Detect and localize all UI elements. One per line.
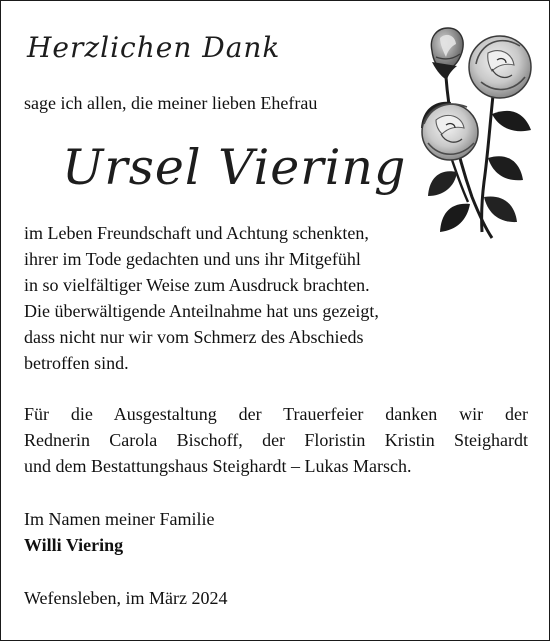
paragraph-2-line-2: Rednerin Carola Bischoff, der Floristin Kristin Steighardt bbox=[24, 430, 528, 450]
roses-icon bbox=[402, 22, 538, 240]
place-date: Wefensleben, im März 2024 bbox=[24, 588, 228, 608]
paragraph-1-line-3: in so vielfältiger Weise zum Ausdruck brachten. bbox=[24, 275, 370, 295]
intro-line: sage ich allen, die meiner lieben Ehefrau bbox=[24, 93, 318, 113]
paragraph-1-line-6: betroffen sind. bbox=[24, 353, 129, 373]
paragraph-1-line-2: ihrer im Tode gedachten und uns ihr Mitgefühl bbox=[24, 249, 361, 269]
family-line: Im Namen meiner Familie bbox=[24, 509, 215, 529]
signer-name: Willi Viering bbox=[24, 535, 124, 555]
paragraph-2-line-3: und dem Bestattungshaus Steighardt – Lukas Marsch. bbox=[24, 456, 412, 476]
paragraph-1-line-4: Die überwältigende Anteilnahme hat uns gezeigt, bbox=[24, 301, 379, 321]
paragraph-1-line-1: im Leben Freundschaft und Achtung schenkten, bbox=[24, 223, 369, 243]
thanks-heading: Herzlichen Dank bbox=[27, 31, 281, 64]
paragraph-2-line-1: Für die Ausgestaltung der Trauerfeier danken wir der bbox=[24, 404, 528, 424]
deceased-name: Ursel Viering bbox=[62, 139, 407, 196]
paragraph-1-line-5: dass nicht nur wir vom Schmerz des Abschieds bbox=[24, 327, 364, 347]
